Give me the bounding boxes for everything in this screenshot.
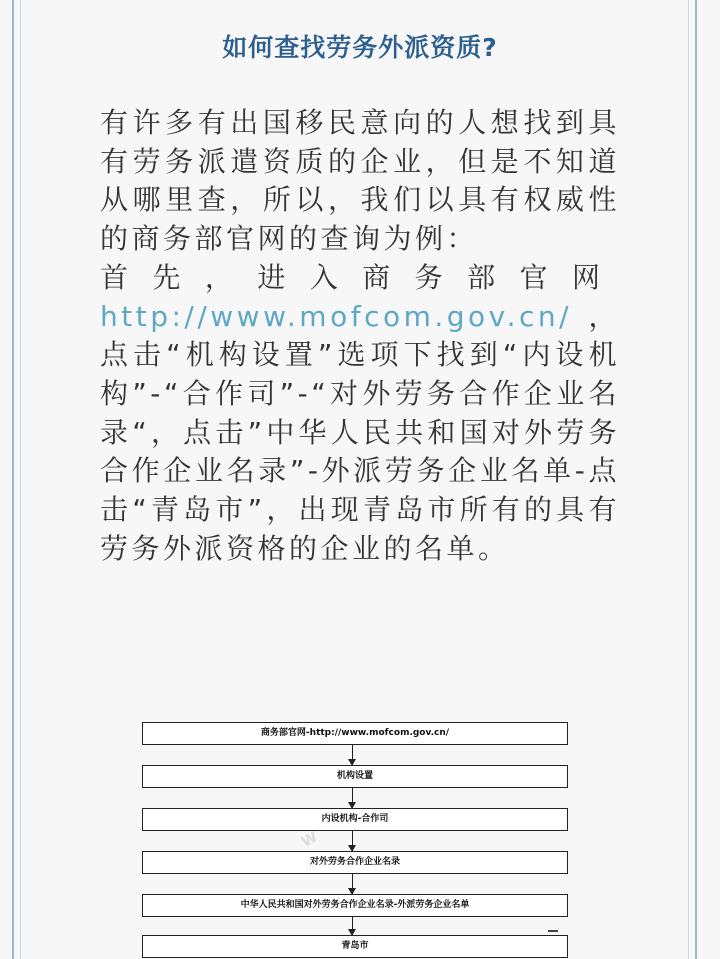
flow-arrow [352, 873, 353, 894]
steps-paragraph [100, 259, 620, 569]
flowchart [142, 722, 570, 959]
flow-arrow [352, 830, 353, 851]
steps-lead: 首先，进入商务部官网 [100, 260, 620, 294]
frame-left-border [12, 0, 14, 959]
flow-arrow [352, 744, 353, 765]
intro-paragraph: 有许多有出国移民意向的人想找到具有劳务派遣资质的企业，但是不知道从哪里查，所以，我们以具有权威性的商务部官网的查询为例： [100, 106, 620, 256]
flow-step-official-site: 商务部官网-http://www.mofcom.gov.cn/ [142, 722, 568, 745]
flow-step-qingdao: 青岛市 [142, 935, 568, 958]
page-title: 如何查找劳务外派资质? [222, 33, 498, 62]
frame-right-border-inner [688, 0, 689, 959]
flow-step-labor-directory: 对外劳务合作企业名录 [142, 851, 568, 874]
steps-detail: ，点击“机构设置”选项下找到“内设机构”-“合作司”-“对外劳务合作企业名录“，点击”中华人民共和国对外劳务合作企业名录”-外派劳务企业名单-点击“青岛市”，出现青岛市所有的具有劳务外派资格的企业的名单。 [100, 299, 620, 565]
flow-arrow [352, 916, 353, 935]
flow-branch-mark [548, 930, 558, 936]
frame-right-border [695, 0, 697, 959]
flow-step-org-settings: 机构设置 [142, 765, 568, 788]
flow-step-enterprise-list: 中华人民共和国对外劳务合作企业名录-外派劳务企业名单 [142, 894, 568, 917]
article-body [100, 104, 620, 568]
watermark: W [299, 829, 321, 851]
frame-left-border-inner [20, 0, 21, 959]
flow-step-cooperation-dept: 内设机构-合作司 [142, 808, 568, 831]
mofcom-link[interactable]: http://www.mofcom.gov.cn/ [100, 299, 573, 333]
flow-arrow [352, 787, 353, 808]
